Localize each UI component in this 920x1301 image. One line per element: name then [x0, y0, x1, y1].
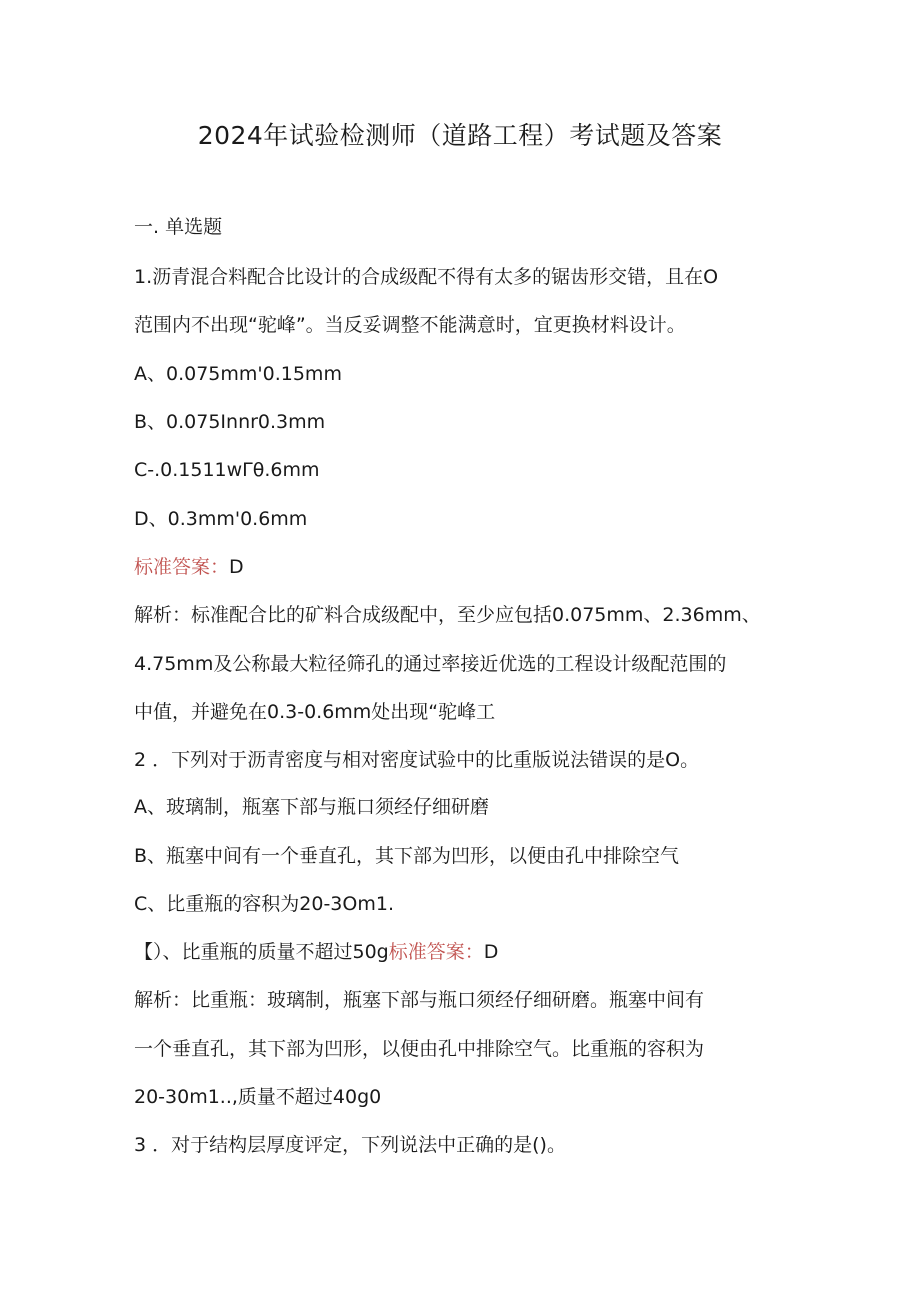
q1-answer-value: D	[229, 556, 244, 578]
q2-stem: 2 ．下列对于沥青密度与相对密度试验中的比重版说法错误的是O。	[134, 749, 700, 771]
q2-answer-value: D	[483, 941, 499, 963]
q2-analysis-line1: 解析：比重瓶：玻璃制，瓶塞下部与瓶口须经仔细研磨。瓶塞中间有	[134, 989, 705, 1011]
q2-option-a: A、玻璃制，瓶塞下部与瓶口须经仔细研磨	[134, 796, 489, 818]
q2-analysis-line3: 20-30m1..,质量不超过40g0	[134, 1086, 382, 1108]
q3-stem: 3 ．对于结构层厚度评定，下列说法中正确的是()。	[134, 1134, 566, 1156]
q1-analysis-line1: 解析：标准配合比的矿料合成级配中，至少应包括0.075mm、2.36mm、	[134, 604, 761, 626]
q1-answer-label: 标准答案：	[134, 556, 230, 578]
q1-option-d: D、0.3mm'0.6mm	[134, 508, 308, 530]
q2-option-d: 【）、比重瓶的质量不超过50g	[134, 941, 389, 963]
q1-analysis-line3: 中值，并避免在0.3-0.6mm处出现“驼峰工	[134, 701, 496, 723]
q1-option-b: B、0.075Innr0.3mm	[134, 411, 326, 433]
section-heading: 一. 单选题	[134, 216, 223, 238]
q1-answer	[134, 554, 244, 580]
q1-stem-line2: 范围内不出现“驼峰”。当反妥调整不能满意时，宜更换材料设计。	[134, 314, 686, 336]
q1-option-c: C-.0.1511wΓθ.6mm	[134, 459, 320, 481]
q2-option-c: C、比重瓶的容积为20-3Om1.	[134, 893, 394, 915]
q1-stem-line1: 1.沥青混合料配合比设计的合成级配不得有太多的锯齿形交错，且在O	[134, 266, 719, 288]
q1-option-a: A、0.075mm'0.15mm	[134, 363, 342, 385]
q2-analysis-line2: 一个垂直孔，其下部为凹形，以便由孔中排除空气。比重瓶的容积为	[134, 1038, 705, 1060]
document-title: 2024年试验检测师（道路工程）考试题及答案	[197, 121, 723, 150]
q2-option-d-line	[134, 939, 498, 965]
q2-answer-label: 标准答案：	[388, 941, 484, 963]
q2-option-b: B、瓶塞中间有一个垂直孔，其下部为凹形，以便由孔中排除空气	[134, 845, 680, 867]
q1-analysis-line2: 4.75mm及公称最大粒径筛孔的通过率接近优选的工程设计级配范围的	[134, 653, 727, 675]
